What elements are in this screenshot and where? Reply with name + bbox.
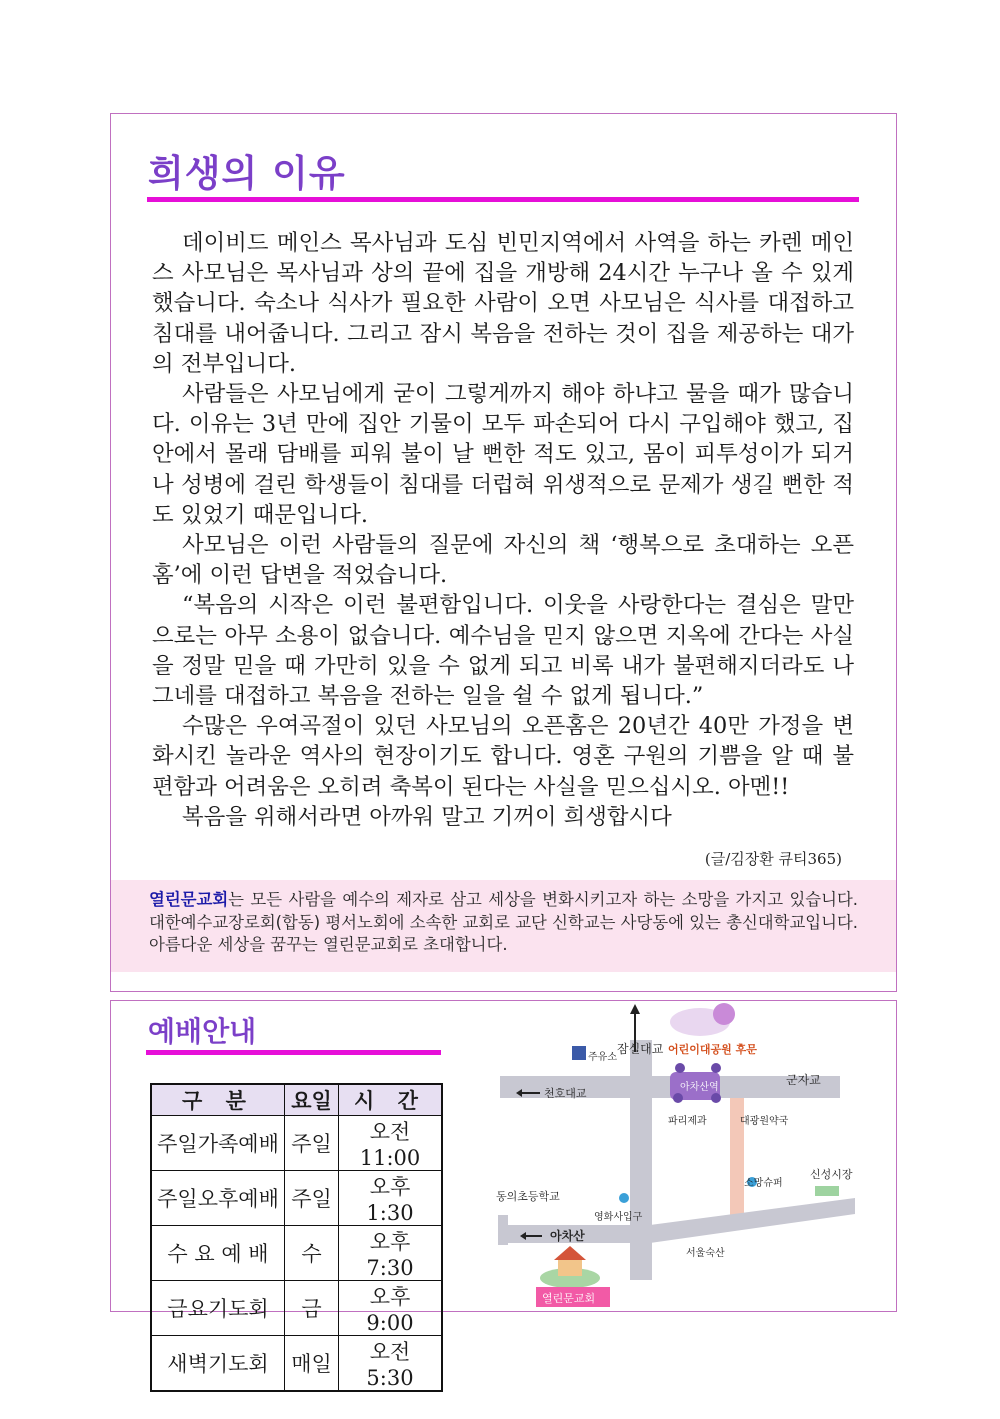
exit-badge (675, 1063, 685, 1073)
label-theater: 영화사입구 (594, 1212, 643, 1223)
label-park: 어린이대공원 후문 (668, 1043, 757, 1056)
paragraph: 사모님은 이런 사람들의 질문에 자신의 책 ‘행복으로 초대하는 오픈홈’에 이런 답변을 적었습니다. (152, 532, 854, 589)
cell-day: 수 (285, 1226, 339, 1281)
article-credit: (글/김장환 큐티365) (704, 850, 842, 868)
cell-category: 새벽기도회 (151, 1336, 285, 1392)
label-jamsil: 잠실대교 (617, 1042, 664, 1056)
article-body (152, 228, 854, 832)
cell-day: 주일 (285, 1116, 339, 1171)
cell-time: 오후 9:00 (339, 1281, 443, 1336)
cell-time: 오후 1:30 (339, 1171, 443, 1226)
bus-stop-icon (619, 1193, 629, 1203)
paragraph: 수많은 우여곡절이 있던 사모님의 오픈홈은 20년간 40만 가정을 변화시킨 놀라운 역사의 현장이기도 합니다. 영혼 구원의 기쁨을 알 때 불편함과 어려움은 오히려 축복이 된다는 사실을 믿으십시오. 아멘!! (152, 713, 854, 800)
table-row (151, 1116, 442, 1171)
arrow-up-head (630, 1004, 640, 1014)
worship-title: 예배안내 (148, 1015, 257, 1048)
road-vertical-main (630, 1040, 652, 1280)
cell-category: 금요기도회 (151, 1281, 285, 1336)
label-pharmacy: 대광원약국 (740, 1116, 789, 1127)
cell-time: 오후 7:30 (339, 1226, 443, 1281)
table-row (151, 1281, 442, 1336)
gas-station-icon (572, 1046, 586, 1060)
cell-day: 금 (285, 1281, 339, 1336)
umbrella-icon (713, 1003, 735, 1025)
header-category: 구 분 (151, 1084, 285, 1116)
label-achasan: 아차산 (550, 1229, 585, 1243)
cell-day: 매일 (285, 1336, 339, 1392)
label-seoul: 서울숙산 (686, 1248, 725, 1259)
cell-category: 주일오후예배 (151, 1171, 285, 1226)
table-header-row (151, 1084, 442, 1116)
church-roof-icon (554, 1246, 586, 1260)
label-gas: 주유소 (588, 1052, 617, 1063)
label-school: 동의초등학교 (496, 1190, 560, 1203)
church-intro-note (111, 880, 896, 972)
table-row (151, 1171, 442, 1226)
worship-schedule-table (150, 1083, 443, 1392)
cell-category: 수 요 예 배 (151, 1226, 285, 1281)
cell-category: 주일가족예배 (151, 1116, 285, 1171)
exit-badge (673, 1093, 683, 1103)
header-day: 요일 (285, 1084, 339, 1116)
label-paris: 파리제과 (668, 1116, 707, 1127)
label-super: 소망슈퍼 (744, 1178, 783, 1189)
article-title: 희생의 이유 (148, 152, 346, 195)
label-market: 신성시장 (810, 1168, 853, 1181)
church-name: 열린문교회 (149, 890, 229, 909)
label-cheonho: 천호대교 (544, 1087, 587, 1100)
location-map (490, 1000, 880, 1312)
header-time: 시 간 (339, 1084, 443, 1116)
cell-day: 주일 (285, 1171, 339, 1226)
exit-badge (711, 1063, 721, 1073)
table-row (151, 1226, 442, 1281)
worship-title-underline (146, 1050, 441, 1055)
paragraph: “복음의 시작은 이런 불편함입니다. 이웃을 사랑한다는 결심은 말만으로는 아무 소용이 없습니다. 예수님을 믿지 않으면 지옥에 간다는 사실을 정말 믿을 때 가만히 있을 수 없게 되고 비록 내가 불편해지더라도 나그네를 대접하고 복음을 전하는 일을 쉴 수 없게 됩니다.” (152, 592, 854, 710)
church-icon (558, 1258, 582, 1276)
paragraph: 데이비드 메인스 목사님과 도심 빈민지역에서 사역을 하는 카렌 메인스 사모님은 목사님과 상의 끝에 집을 개방해 24시간 누구나 올 수 있게 했습니다. 숙소나 식사가 필요한 사람이 오면 사모님은 식사를 대접하고 침대를 내어줍니다. 그리고 잠시 복음을 전하는 것이 집을 제공하는 대가의 전부입니다. (152, 230, 854, 377)
label-gunja: 군자교 (786, 1073, 821, 1087)
label-church: 열린문교회 (542, 1292, 596, 1305)
road-left-stub (498, 1215, 508, 1245)
exit-badge (711, 1093, 721, 1103)
label-station: 아차산역 (680, 1082, 719, 1093)
church-intro-text: 는 모든 사람을 예수의 제자로 삼고 세상을 변화시키고자 하는 소망을 가지고 있습니다. 대한예수교장로회(합동) 평서노회에 소속한 교회로 교단 신학교는 사당동에 있는 총신대학교입니다. 아름다운 세상을 꿈꾸는 열린문교회로 초대합니다. (149, 890, 858, 954)
market-icon (815, 1186, 839, 1196)
paragraph: 복음을 위해서라면 아까워 말고 기꺼이 희생합시다 (182, 803, 672, 830)
title-underline (147, 197, 859, 202)
table-row (151, 1336, 442, 1392)
cell-time: 오전11:00 (339, 1116, 443, 1171)
paragraph: 사람들은 사모님에게 굳이 그렇게까지 해야 하냐고 물을 때가 많습니다. 이유는 3년 만에 집안 기물이 모두 파손되어 다시 구입해야 했고, 집안에서 몰래 담배를 피워 불이 날 뻔한 적도 있고, 몸이 피투성이가 되거나 성병에 걸린 학생들이 침대를 더럽혀 위생적으로 문제가 생길 뻔한 적도 있었기 때문입니다. (152, 381, 854, 528)
cell-time: 오전 5:30 (339, 1336, 443, 1392)
